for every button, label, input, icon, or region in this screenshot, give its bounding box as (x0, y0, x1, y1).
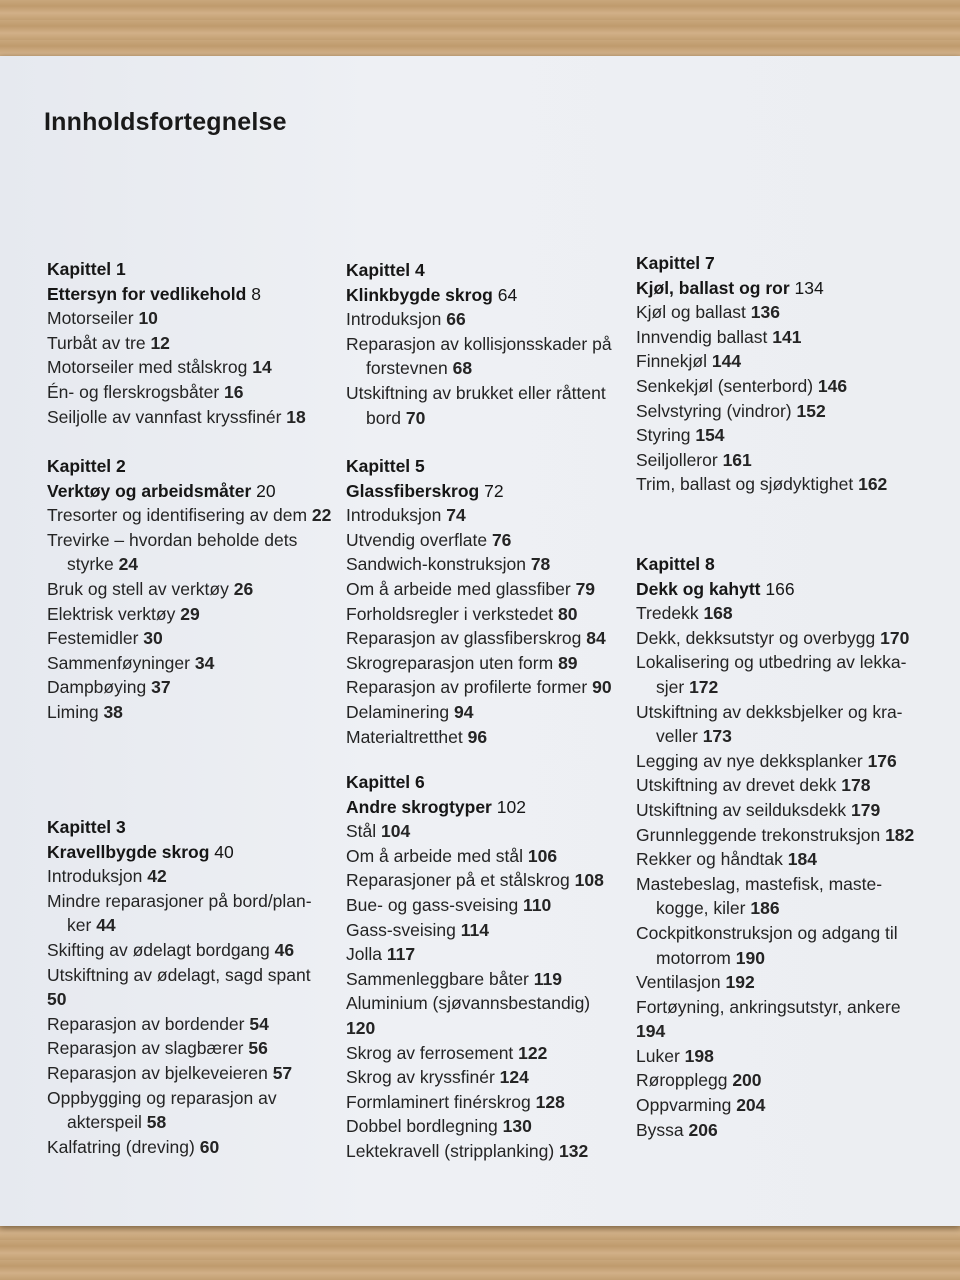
entry-page-number: 198 (684, 1045, 714, 1066)
entry-page-number: 37 (151, 677, 171, 698)
chapter-title (636, 276, 926, 301)
entry-page-number: 122 (518, 1042, 548, 1063)
entry-page-number: 194 (636, 1021, 666, 1042)
entry-title: Oppvarming (636, 1095, 732, 1116)
entry-page-number: 152 (796, 400, 826, 421)
entry-page-number: 94 (453, 701, 474, 722)
entry-title: Trevirke – hvordan beholde dets (47, 529, 298, 550)
chapter-title-text: Klinkbygde skrog (346, 284, 493, 305)
chapter-label: Kapittel 1 (47, 259, 126, 279)
chapter-title-text: Kravellbygde skrog (47, 841, 210, 862)
entry-page-number: 154 (695, 425, 725, 446)
toc-entry (47, 1086, 332, 1135)
entry-title-cont-text: veller (656, 726, 698, 747)
entry-title: Dobbel bordlegning (346, 1116, 498, 1137)
entry-title-cont-text: styrke (67, 554, 114, 575)
entry-title: Reparasjoner på et stålskrog (346, 870, 570, 891)
entry-page-number: 117 (386, 944, 416, 965)
toc-entry (346, 675, 621, 700)
toc-entry (346, 1041, 621, 1066)
entry-page-number: 70 (405, 407, 426, 428)
toc-entry (636, 1093, 926, 1118)
entry-title-continuation (47, 552, 332, 577)
chapter-4 (346, 258, 621, 430)
toc-entry (346, 1090, 621, 1115)
toc-entry (346, 991, 621, 1040)
chapter-5 (346, 454, 621, 749)
entry-page-number: 186 (750, 898, 780, 919)
entry-title: Utskiftning av drevet dekk (636, 775, 837, 796)
toc-entry (636, 970, 926, 995)
entry-title: Lektekravell (stripplanking) (346, 1140, 555, 1161)
entry-title: Utvendig overflate (346, 529, 488, 550)
toc-entry (47, 602, 332, 627)
toc-entry (346, 381, 621, 430)
entry-title-continuation (636, 675, 926, 700)
entry-title: Liming (47, 701, 99, 722)
entry-title: Aluminium (sjøvannsbestandig) (346, 993, 591, 1014)
entry-page-number: 200 (732, 1070, 762, 1091)
toc-entry (47, 864, 332, 889)
entry-title: Fortøyning, ankringsutstyr, ankere (636, 996, 901, 1017)
toc-entry (346, 651, 621, 676)
toc-entry (636, 995, 926, 1044)
entry-title: Finnekjøl (636, 351, 707, 372)
chapter-title (47, 840, 332, 865)
toc-entry (346, 552, 621, 577)
entry-page-number: 34 (194, 652, 215, 673)
entry-title: Seiljolle av vannfast kryssfinér (47, 406, 282, 427)
entry-title-continuation (636, 946, 926, 971)
entry-title: Utskiftning av dekksbjelker og kra- (636, 701, 903, 722)
chapter-title (636, 577, 926, 602)
toc-entry (47, 405, 332, 430)
toc-entry (346, 626, 621, 651)
entry-title-cont-text: ker (67, 915, 92, 936)
toc-entry (636, 823, 926, 848)
toc-entry (346, 1139, 621, 1164)
entry-title: Delaminering (346, 701, 450, 722)
chapter-page-number: 134 (794, 277, 824, 298)
entry-page-number: 179 (850, 799, 881, 820)
entry-title: Dekk, dekksutstyr og overbygg (636, 627, 876, 648)
entry-title-continuation (636, 724, 926, 749)
entry-page-number: 170 (880, 627, 910, 648)
page-title: Innholdsfortegnelse (44, 108, 287, 136)
entry-title: Sammenføyninger (47, 652, 190, 673)
toc-entry (47, 528, 332, 577)
entry-page-number: 96 (467, 726, 488, 747)
toc-entry (346, 1114, 621, 1139)
entry-page-number: 24 (118, 554, 139, 575)
toc-entry (346, 868, 621, 893)
toc-entry (636, 847, 926, 872)
toc-entry (636, 349, 926, 374)
chapter-title-text: Andre skrogtyper (346, 796, 492, 817)
entry-page-number: 89 (558, 652, 578, 673)
toc-entry (346, 725, 621, 750)
toc-entry (636, 1044, 926, 1069)
entry-title: Skrog av kryssfinér (346, 1067, 495, 1088)
entry-title: Introduksjon (47, 866, 143, 887)
entry-page-number: 38 (103, 701, 123, 722)
entry-title-cont-text: sjer (656, 676, 685, 697)
chapter-page-number: 72 (484, 480, 504, 501)
toc-entry (346, 577, 621, 602)
toc-entry (346, 1065, 621, 1090)
toc-entry (636, 448, 926, 473)
entry-page-number: 161 (722, 449, 752, 470)
entry-title: Reparasjon av bordender (47, 1013, 245, 1034)
entry-title: Dampbøying (47, 677, 147, 698)
entry-page-number: 16 (224, 381, 244, 402)
entry-page-number: 128 (535, 1091, 565, 1112)
toc-entry (636, 1118, 926, 1143)
entry-page-number: 58 (146, 1112, 167, 1133)
entry-title: Kalfatring (dreving) (47, 1136, 195, 1157)
entry-page-number: 108 (574, 870, 604, 891)
entry-page-number: 26 (233, 578, 254, 599)
toc-entry (346, 332, 621, 381)
entry-page-number: 173 (702, 726, 732, 747)
toc-entry (47, 626, 332, 651)
entry-title-cont-text: akterspeil (67, 1112, 142, 1133)
entry-title-continuation (636, 896, 926, 921)
toc-entry (47, 1135, 332, 1160)
entry-title: Tresorter og identifisering av dem (47, 505, 308, 526)
toc-entry (47, 331, 332, 356)
chapter-page-number: 40 (214, 841, 234, 862)
entry-title: Skrogreparasjon uten form (346, 652, 554, 673)
chapter-1 (47, 257, 332, 429)
toc-entry (636, 650, 926, 699)
entry-page-number: 182 (885, 824, 915, 845)
toc-entry (636, 472, 926, 497)
entry-page-number: 162 (858, 474, 888, 495)
chapter-label: Kapittel 3 (47, 817, 126, 837)
entry-page-number: 119 (533, 968, 562, 989)
toc-entry (346, 967, 621, 992)
entry-page-number: 57 (272, 1062, 293, 1083)
toc-entry (346, 602, 621, 627)
chapter-label: Kapittel 2 (47, 456, 126, 476)
entry-title: Utskiftning av seilduksdekk (636, 799, 847, 820)
toc-entry (636, 798, 926, 823)
toc-entry (47, 700, 332, 725)
entry-title-continuation (346, 406, 621, 431)
chapter-6 (346, 770, 621, 1164)
entry-page-number: 50 (47, 989, 67, 1010)
entry-title: Reparasjon av bjelkeveieren (47, 1062, 268, 1083)
chapter-label: Kapittel 4 (346, 260, 425, 280)
entry-title: Forholdsregler i verkstedet (346, 603, 554, 624)
entry-page-number: 176 (867, 750, 897, 771)
toc-entry (47, 651, 332, 676)
entry-title-cont-text: motorrom (656, 947, 731, 968)
entry-page-number: 74 (446, 505, 466, 526)
entry-page-number: 79 (575, 578, 596, 599)
chapter-7 (636, 251, 926, 497)
chapter-title (346, 283, 621, 308)
toc-entry (47, 306, 332, 331)
toc-entry (47, 1036, 332, 1061)
entry-page-number: 168 (703, 603, 733, 624)
entry-page-number: 141 (772, 326, 802, 347)
chapter-3 (47, 815, 332, 1159)
chapter-8 (636, 552, 926, 1142)
chapter-label: Kapittel 6 (346, 772, 425, 792)
chapter-2 (47, 454, 332, 725)
entry-page-number: 18 (286, 406, 306, 427)
entry-title: Styring (636, 425, 691, 446)
entry-title: Tredekk (636, 603, 699, 624)
chapter-page-number: 20 (256, 480, 276, 501)
entry-page-number: 190 (735, 947, 765, 968)
toc-entry (47, 1012, 332, 1037)
entry-title-continuation (47, 1110, 332, 1135)
entry-title: Reparasjon av kollisjonsskader på (346, 333, 612, 354)
entry-page-number: 66 (446, 309, 466, 330)
entry-page-number: 46 (274, 939, 295, 960)
entry-title: Trim, ballast og sjødyktighet (636, 474, 854, 495)
toc-entry (636, 872, 926, 921)
entry-title: Skifting av ødelagt bordgang (47, 939, 270, 960)
entry-title: Cockpitkonstruksjon og adgang til (636, 922, 898, 943)
toc-entry (636, 626, 926, 651)
entry-page-number: 44 (96, 915, 116, 936)
entry-page-number: 124 (499, 1067, 529, 1088)
chapter-label: Kapittel 8 (636, 554, 715, 574)
entry-page-number: 132 (559, 1140, 589, 1161)
chapter-title-text: Ettersyn for vedlikehold (47, 283, 247, 304)
entry-title: Mastebeslag, mastefisk, maste- (636, 873, 883, 894)
toc-entry (346, 942, 621, 967)
entry-title: Om å arbeide med glassfiber (346, 578, 571, 599)
chapter-page-number: 8 (251, 283, 261, 304)
entry-title: Bruk og stell av verktøy (47, 578, 229, 599)
entry-title: Elektrisk verktøy (47, 603, 176, 624)
entry-page-number: 14 (252, 357, 272, 378)
entry-page-number: 178 (841, 775, 871, 796)
chapter-page-number: 64 (497, 284, 518, 305)
entry-page-number: 144 (711, 351, 742, 372)
entry-page-number: 106 (527, 845, 558, 866)
entry-title: Reparasjon av glassfiberskrog (346, 628, 582, 649)
chapter-title (47, 282, 332, 307)
entry-title-cont-text: forstevnen (366, 358, 448, 379)
toc-entry (346, 918, 621, 943)
toc-entry (636, 399, 926, 424)
entry-title-cont-text: kogge, kiler (656, 898, 746, 919)
chapter-page-number: 166 (765, 578, 795, 599)
entry-page-number: 84 (586, 628, 606, 649)
entry-title: Utskiftning av ødelagt, sagd spant (47, 964, 311, 985)
entry-title: Materialtretthet (346, 726, 463, 747)
entry-title: Reparasjon av slagbærer (47, 1038, 244, 1059)
entry-title: Mindre reparasjoner på bord/plan- (47, 890, 312, 911)
toc-entry (636, 601, 926, 626)
entry-title: Lokalisering og utbedring av lekka- (636, 652, 907, 673)
entry-page-number: 60 (199, 1136, 220, 1157)
entry-page-number: 68 (452, 358, 473, 379)
entry-page-number: 130 (502, 1116, 532, 1137)
entry-page-number: 184 (787, 849, 817, 870)
entry-title: Én- og flerskrogsbåter (47, 381, 220, 402)
chapter-title (346, 795, 621, 820)
entry-page-number: 192 (725, 972, 755, 993)
entry-title: Motorseiler (47, 308, 134, 329)
entry-page-number: 22 (311, 505, 332, 526)
chapter-title-text: Kjøl, ballast og ror (636, 277, 790, 298)
entry-title: Om å arbeide med stål (346, 845, 524, 866)
entry-title: Skrog av ferrosement (346, 1042, 514, 1063)
entry-title: Oppbygging og reparasjon av (47, 1087, 277, 1108)
entry-title: Senkekjøl (senterbord) (636, 375, 814, 396)
toc-entry (346, 844, 621, 869)
entry-title: Stål (346, 821, 377, 842)
toc-entry (47, 577, 332, 602)
toc-entry (47, 889, 332, 938)
chapter-title (47, 479, 332, 504)
entry-title: Sammenleggbare båter (346, 968, 529, 989)
entry-title: Seiljolleror (636, 449, 718, 470)
toc-entry (346, 893, 621, 918)
toc-entry (636, 773, 926, 798)
entry-page-number: 146 (817, 375, 848, 396)
entry-page-number: 30 (143, 628, 163, 649)
entry-title: Selvstyring (vindror) (636, 400, 792, 421)
entry-page-number: 10 (138, 308, 158, 329)
entry-title: Legging av nye dekksplanker (636, 750, 863, 771)
entry-title: Ventilasjon (636, 972, 721, 993)
toc-entry (47, 380, 332, 405)
entry-title: Byssa (636, 1119, 684, 1140)
chapter-label: Kapittel 7 (636, 253, 715, 273)
entry-title: Grunnleggende trekonstruksjon (636, 824, 881, 845)
entry-title-cont-text: bord (366, 407, 402, 428)
entry-page-number: 110 (523, 894, 552, 915)
chapter-page-number: 102 (496, 796, 526, 817)
toc-entry (346, 503, 621, 528)
entry-page-number: 42 (147, 866, 167, 887)
chapter-title-text: Glassfiberskrog (346, 480, 480, 501)
entry-title: Introduksjon (346, 309, 442, 330)
entry-page-number: 76 (491, 529, 512, 550)
entry-title: Formlaminert finérskrog (346, 1091, 531, 1112)
entry-title: Røropplegg (636, 1070, 728, 1091)
entry-title: Reparasjon av profilerte former (346, 677, 588, 698)
entry-title: Rekker og håndtak (636, 849, 783, 870)
entry-title: Jolla (346, 944, 382, 965)
chapter-title-text: Dekk og kahytt (636, 578, 761, 599)
entry-title-continuation (346, 356, 621, 381)
toc-entry (346, 819, 621, 844)
toc-entry (636, 700, 926, 749)
entry-title: Festemidler (47, 628, 139, 649)
entry-title: Utskiftning av brukket eller råttent (346, 382, 606, 403)
entry-title: Innvendig ballast (636, 326, 768, 347)
entry-page-number: 54 (249, 1013, 269, 1034)
entry-page-number: 56 (248, 1038, 268, 1059)
entry-page-number: 120 (346, 1017, 376, 1038)
entry-page-number: 80 (558, 603, 578, 624)
toc-entry (47, 1061, 332, 1086)
toc-entry (47, 963, 332, 1012)
entry-page-number: 136 (750, 302, 780, 323)
entry-title: Introduksjon (346, 505, 442, 526)
toc-entry (346, 528, 621, 553)
toc-entry (636, 423, 926, 448)
entry-page-number: 172 (689, 676, 719, 697)
entry-title: Motorseiler med stålskrog (47, 357, 248, 378)
toc-entry (47, 938, 332, 963)
entry-page-number: 204 (736, 1095, 766, 1116)
entry-page-number: 90 (592, 677, 612, 698)
toc-entry (636, 300, 926, 325)
entry-title: Bue- og gass-sveising (346, 894, 519, 915)
toc-entry (47, 503, 332, 528)
entry-page-number: 29 (180, 603, 200, 624)
chapter-title-text: Verktøy og arbeidsmåter (47, 480, 252, 501)
toc-entry (47, 675, 332, 700)
entry-page-number: 114 (460, 919, 490, 940)
toc-entry (636, 325, 926, 350)
toc-entry (47, 355, 332, 380)
entry-title-continuation (47, 913, 332, 938)
toc-entry (636, 374, 926, 399)
entry-title: Luker (636, 1045, 680, 1066)
toc-entry (636, 749, 926, 774)
toc-entry (636, 921, 926, 970)
entry-title: Turbåt av tre (47, 332, 146, 353)
toc-entry (346, 307, 621, 332)
toc-entry (346, 700, 621, 725)
entry-title: Sandwich-konstruksjon (346, 554, 526, 575)
entry-page-number: 206 (688, 1119, 718, 1140)
entry-page-number: 12 (150, 332, 170, 353)
entry-title: Gass-sveising (346, 919, 456, 940)
chapter-label: Kapittel 5 (346, 456, 425, 476)
entry-page-number: 104 (381, 821, 411, 842)
toc-entry (636, 1068, 926, 1093)
entry-title: Kjøl og ballast (636, 302, 746, 323)
chapter-title (346, 479, 621, 504)
entry-page-number: 78 (530, 554, 551, 575)
